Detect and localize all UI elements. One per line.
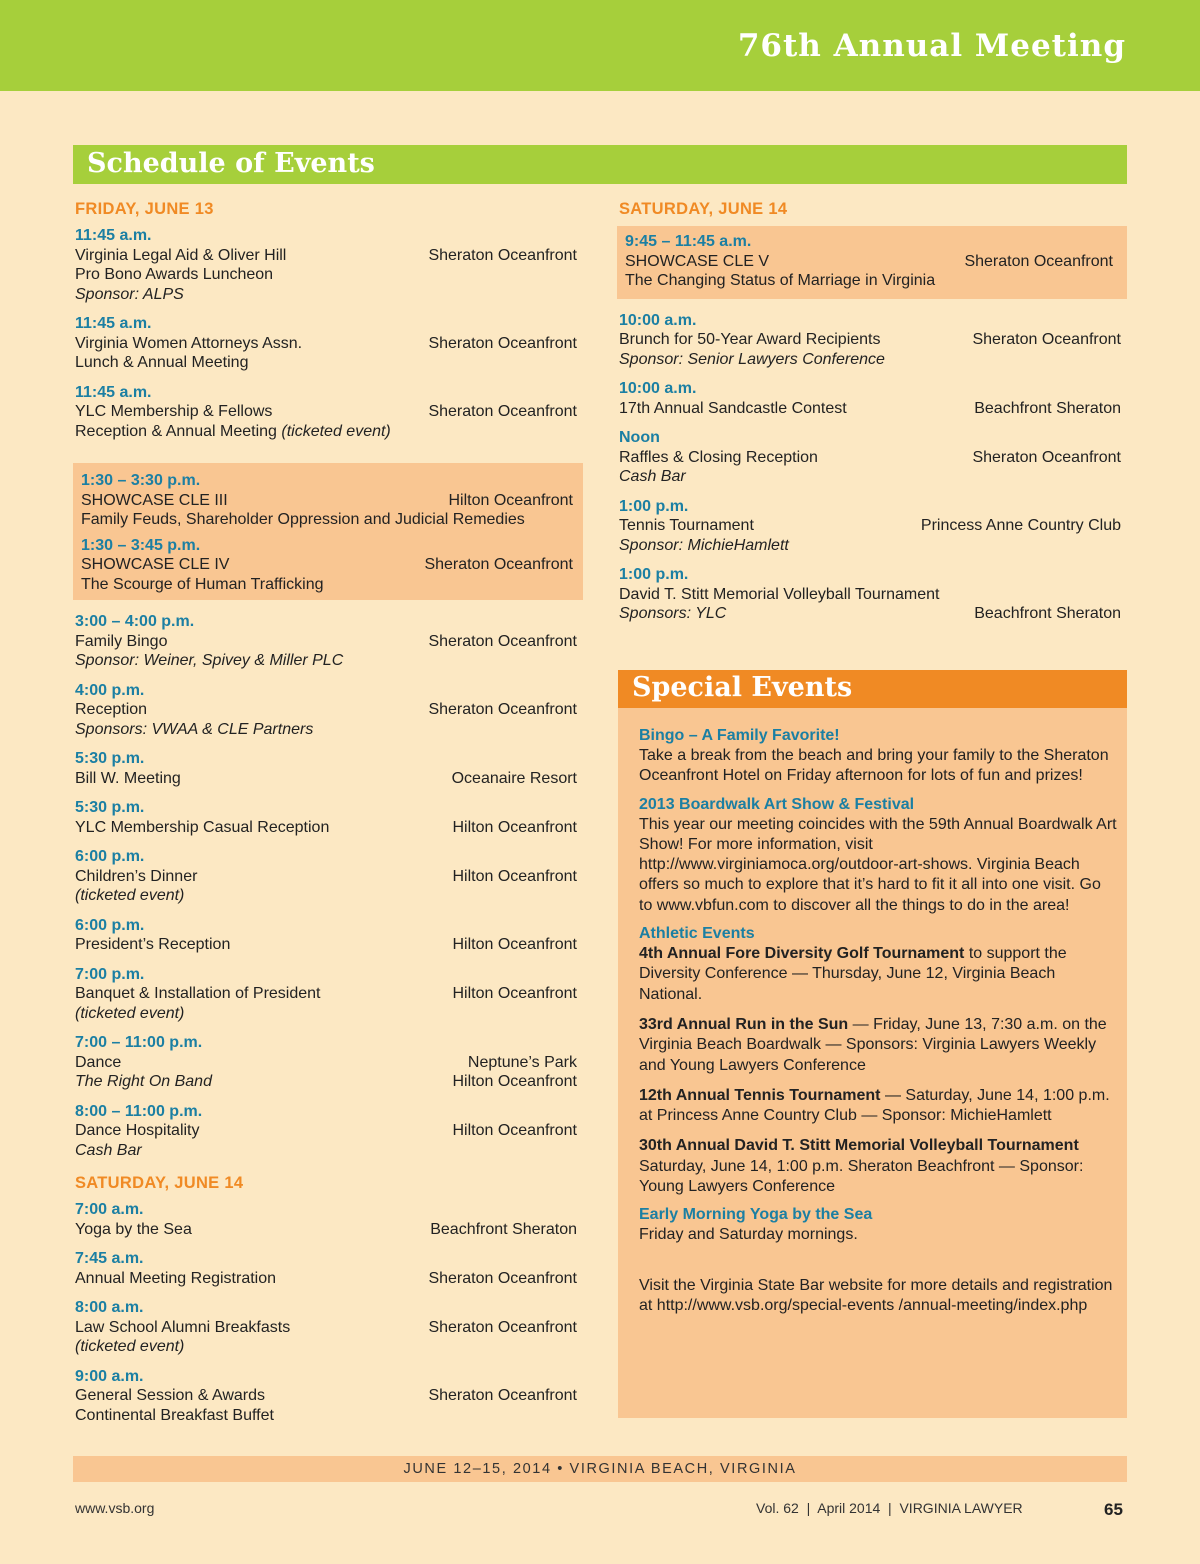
event-time: 8:00 – 11:00 p.m. [75,1102,203,1120]
event-title: Bill W. Meeting [75,769,181,787]
event-time: 6:00 p.m. [75,848,145,865]
event-location: Sheraton Oceanfront [424,556,573,573]
event-time: 7:00 – 11:00 p.m. [75,1034,203,1051]
event [73,383,583,442]
athletic-item: 4th Annual Fore Diversity Golf Tournament to support the Diversity Conference — Thursday, June 12, Virginia Beach National. [639,945,1067,1003]
event-time: 10:00 a.m. [619,311,697,329]
event-location: Hilton Oceanfront [452,867,577,885]
event-title: General Session & Awards [75,1387,266,1404]
event-sponsor: Sponsor: Weiner, Spivey & Miller PLC [75,652,344,669]
event-time: 1:00 p.m. [619,566,689,583]
event-location: Neptune’s Park [467,1053,577,1071]
event-location: Sheraton Oceanfront [428,632,577,650]
bingo-text: Take a break from the beach and bring your family to the Sheraton Oceanfront Hotel on Friday afternoon for lots of fun and prizes! [639,747,1109,785]
event-note: Cash Bar [619,468,686,485]
right-column [617,196,1127,634]
event-location: Sheraton Oceanfront [428,1269,577,1287]
event-location: Sheraton Oceanfront [964,252,1113,270]
event-sponsor: Sponsor: MichieHamlett [619,536,789,554]
event-time: 11:45 a.m. [75,227,152,244]
event-location: Hilton Oceanfront [452,985,577,1002]
event [73,1298,583,1357]
event-location: Sheraton Oceanfront [428,403,577,420]
event-time: 11:45 a.m. [75,315,152,332]
event-subtitle: Lunch & Annual Meeting [75,354,249,371]
special-events-banner [618,670,1127,708]
event-time: 1:00 p.m. [619,497,689,515]
athletic-item: 30th Annual David T. Stitt Memorial Volleyball Tournament Saturday, June 14, 1:00 p.m. Sheraton Beachfront — Sponsor: Young Lawyers Conference [639,1137,1084,1196]
event-title: Tennis Tournament [619,517,754,534]
event-time: Noon [619,429,660,446]
event-title: David T. Stitt Memorial Volleyball Tournament [619,585,940,603]
footer-website: www.vsb.org [75,1500,155,1516]
visit-text: Visit the Virginia State Bar website for more details and registration at http://www.vsb.org/special-events /annual-meeting/index.php [639,1276,1113,1314]
event-time: 4:00 p.m. [75,681,145,699]
schedule-banner [73,145,1127,184]
footer-band: JUNE 12–15, 2014 • VIRGINIA BEACH, VIRGINIA [73,1456,1127,1482]
event-title: Raffles & Closing Reception [619,448,818,466]
event-note: (ticketed event) [281,422,391,440]
event-sponsor: Sponsors: VWAA & CLE Partners [75,720,314,738]
event-title: Law School Alumni Breakfasts [75,1318,291,1336]
event [617,311,1127,370]
event-title: Banquet & Installation of President [75,985,321,1002]
event-location: Sheraton Oceanfront [428,246,577,264]
header-title: 76th Annual Meeting [737,28,1126,64]
event-sponsor: Sponsors: YLC [619,605,727,622]
event-time: 8:00 a.m. [75,1299,144,1316]
event-location: Sheraton Oceanfront [428,701,577,718]
event-time: 10:00 a.m. [619,380,697,397]
event-note: Cash Bar [75,1141,142,1159]
schedule-title: Schedule of Events [87,148,375,179]
header-bar [0,0,1200,91]
event-title: Annual Meeting Registration [75,1269,277,1287]
event-location: Beachfront Sheraton [974,605,1121,622]
event-subtitle: Continental Breakfast Buffet [75,1406,274,1424]
event-title: Reception [75,701,148,718]
event-title: Yoga by the Sea [75,1220,192,1238]
event-time: 7:00 p.m. [75,965,145,983]
event [617,565,1127,624]
event-location: Sheraton Oceanfront [972,448,1121,466]
event-subtitle: The Changing Status of Marriage in Virginia [625,272,936,289]
athletic-heading: Athletic Events [639,925,755,943]
event-title: YLC Membership Casual Reception [75,818,330,836]
event [73,1102,583,1161]
event [79,536,575,595]
event-subtitle: Pro Bono Awards Luncheon [75,266,274,283]
event-title: SHOWCASE CLE III [81,491,228,509]
event-location: Sheraton Oceanfront [972,331,1121,348]
event-subtitle: Reception & Annual Meeting [75,422,277,440]
event-location: Hilton Oceanfront [448,491,573,509]
event-time: 7:00 a.m. [75,1201,144,1218]
event [73,1033,583,1092]
event-location: Sheraton Oceanfront [428,1387,577,1404]
event-time: 11:45 a.m. [75,383,152,401]
event [73,1249,583,1288]
event-title: SHOWCASE CLE IV [81,556,230,573]
event-subtitle: The Right On Band [75,1073,212,1090]
event-location: Sheraton Oceanfront [428,1318,577,1336]
event [73,1200,583,1239]
event-note: (ticketed event) [75,887,185,904]
event [617,428,1127,487]
event-location: Hilton Oceanfront [452,818,577,836]
page-number: 65 [1104,1500,1123,1519]
event [73,847,583,906]
event-time: 9:45 – 11:45 a.m. [625,233,752,250]
special-events-title: Special Events [632,672,853,703]
event [73,612,583,671]
special-events-box [618,708,1127,1418]
event [617,497,1127,556]
event-note: (ticketed event) [75,1338,185,1355]
event-location: Hilton Oceanfront [452,1122,577,1139]
bingo-heading: Bingo – A Family Favorite! [639,727,840,744]
athletic-item: 12th Annual Tennis Tournament — Saturday, June 14, 1:00 p.m. at Princess Anne Country Club — Sponsor: MichieHamlett [639,1086,1110,1125]
event [623,232,1115,291]
event-time: 5:30 p.m. [75,799,145,816]
event [73,226,583,304]
event [73,749,583,788]
event [73,314,583,373]
event-time: 1:30 – 3:45 p.m. [81,536,201,554]
event-title: Dance [75,1053,122,1071]
event-time: 6:00 p.m. [75,916,145,934]
athletic-item: 33rd Annual Run in the Sun — Friday, June 13, 7:30 a.m. on the Virginia Beach Boardwalk — Sponsors: Virginia Lawyers Weekly and Young Lawyers Conference [639,1015,1107,1074]
yoga-heading: Early Morning Yoga by the Sea [639,1206,873,1224]
yoga-text: Friday and Saturday mornings. [639,1226,858,1244]
cle-highlight-box [73,463,583,600]
event-title: Brunch for 50-Year Award Recipients [619,331,881,348]
art-show-text: This year our meeting coincides with the 59th Annual Boardwalk Art Show! For more information, visit http://www.virginiamoca.org/outdoor-art-shows. Virginia Beach offers so much to explore that it’s hard to fit it all into one visit. Go to www.vbfun.com to discover all the things to do in the area! [639,815,1117,914]
event-title: SHOWCASE CLE V [625,252,770,270]
event-time: 1:30 – 3:30 p.m. [81,472,201,489]
event-location: Sheraton Oceanfront [428,334,577,352]
event-sponsor: Sponsor: Senior Lawyers Conference [619,350,885,368]
event-title: President’s Reception [75,936,231,953]
day-heading-friday: FRIDAY, JUNE 13 [75,200,214,218]
event-title: Children’s Dinner [75,867,198,885]
event [73,965,583,1024]
event [73,681,583,740]
event-location: Hilton Oceanfront [452,936,577,953]
event-time: 5:30 p.m. [75,750,145,767]
event-title: YLC Membership & Fellows [75,403,273,420]
event-sponsor: Sponsor: ALPS [75,285,184,303]
event-title: 17th Annual Sandcastle Contest [619,399,847,417]
footer-issue: Vol. 62 | April 2014 | VIRGINIA LAWYER [756,1500,1023,1516]
event-location: Princess Anne Country Club [920,517,1121,534]
event-title: Dance Hospitality [75,1122,200,1139]
event [73,1367,583,1426]
event [73,798,583,837]
event-location: Beachfront Sheraton [974,399,1121,417]
event-time: 9:00 a.m. [75,1367,144,1385]
event [79,471,575,530]
event-subtitle: The Scourge of Human Trafficking [81,575,324,593]
event-note: (ticketed event) [75,1004,185,1022]
art-show-heading: 2013 Boardwalk Art Show & Festival [639,795,915,813]
left-column [73,196,583,1435]
event-location: Oceanaire Resort [451,769,577,787]
cle-highlight-box [617,226,1127,299]
event-time: 3:00 – 4:00 p.m. [75,613,195,630]
event [617,379,1127,418]
event-location: Beachfront Sheraton [430,1220,577,1238]
event-time: 7:45 a.m. [75,1250,144,1267]
event-subtitle: Family Feuds, Shareholder Oppression and Judicial Remedies [81,511,525,528]
day-heading-saturday: SATURDAY, JUNE 14 [75,1174,244,1192]
event-location-2: Hilton Oceanfront [452,1073,577,1090]
day-heading-saturday: SATURDAY, JUNE 14 [619,200,788,218]
event-title: Virginia Legal Aid & Oliver Hill [75,246,287,264]
event-title: Virginia Women Attorneys Assn. [75,334,303,352]
event-title: Family Bingo [75,632,168,650]
event [73,916,583,955]
